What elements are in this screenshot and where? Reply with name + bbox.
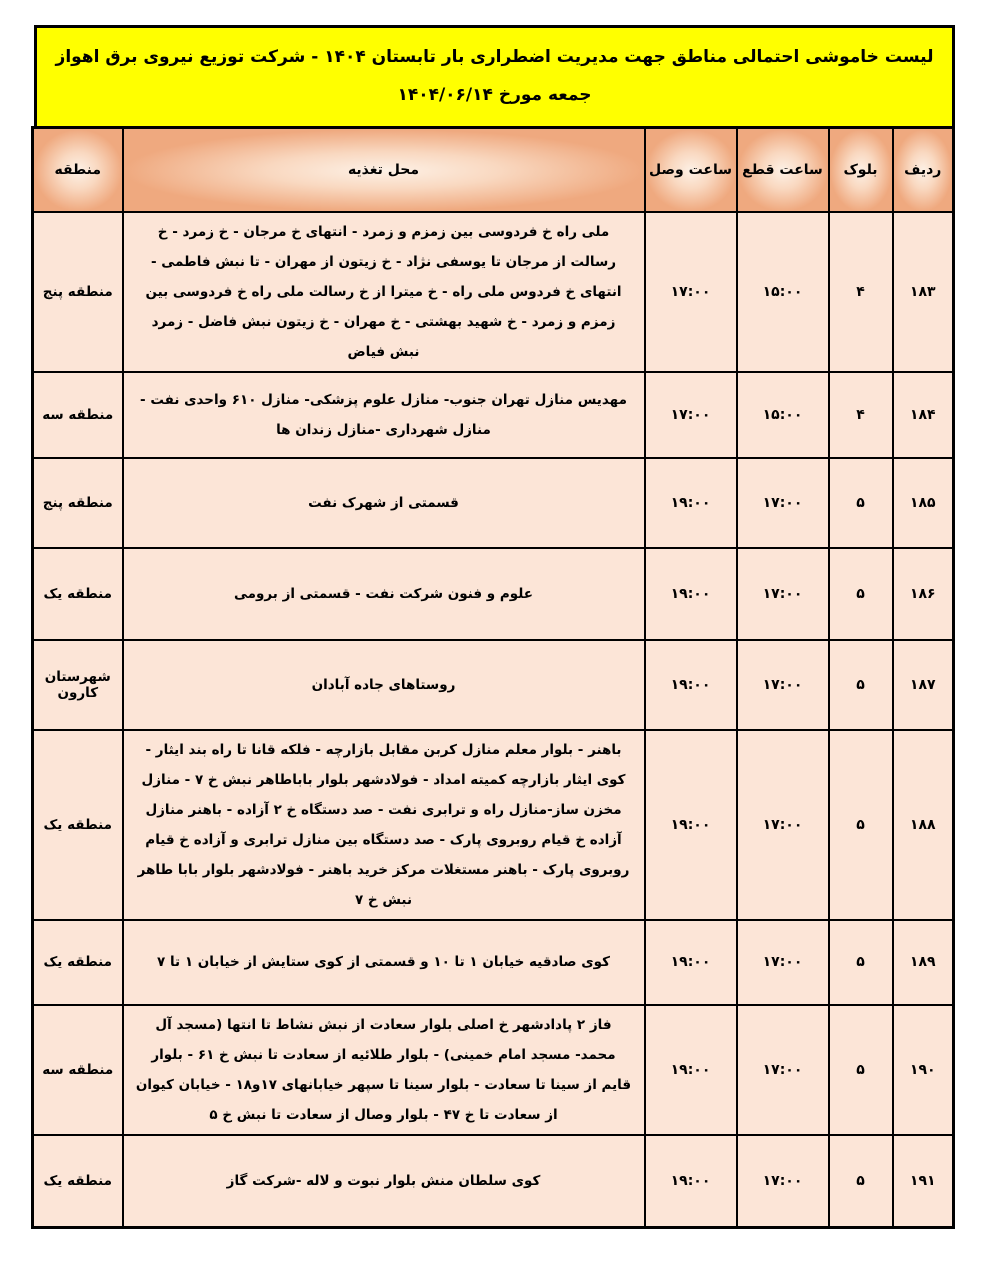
col-header-block: بلوک (829, 128, 893, 212)
cell-radif: ۱۸۳ (893, 212, 954, 372)
cell-radif: ۱۹۰ (893, 1005, 954, 1135)
cell-cut: ۱۷:۰۰ (737, 920, 829, 1005)
cell-block: ۴ (829, 212, 893, 372)
cell-cut: ۱۷:۰۰ (737, 548, 829, 640)
col-header-region: منطقه (33, 128, 123, 212)
cell-block: ۵ (829, 458, 893, 548)
cell-block: ۵ (829, 1005, 893, 1135)
cell-region: منطقه یک (33, 920, 123, 1005)
table-row (33, 548, 954, 640)
cell-location: کوی صادقیه خیابان ۱ تا ۱۰ و قسمتی از کوی ستایش از خیابان ۱ تا ۷ (123, 920, 645, 1005)
cell-location: ملی راه خ فردوسی بین زمزم و زمرد - انتهای خ مرجان - خ زمرد - خ رسالت از مرجان تا یوسفی نژاد - خ زیتون از مهران - تا نبش فاطمی - انتهای خ فردوس ملی راه - خ میترا از خ رسالت ملی راه خ فردوسی بین زمزم و زمرد - خ شهید بهشتی - خ مهران - خ زیتون نبش فاضل - زمرد نبش فیاض (123, 212, 645, 372)
cell-region: منطقه یک (33, 730, 123, 920)
col-header-reconnect: ساعت وصل (645, 128, 737, 212)
cell-block: ۵ (829, 1135, 893, 1228)
cell-location: باهنر - بلوار معلم منازل کربن مقابل بازارچه - فلکه قانا تا راه بند ایثار - کوی ایثار بازارچه کمیته امداد - فولادشهر بلوار باباطاهر نبش خ ۷ - منازل مخزن ساز-منازل راه و ترابری نفت - صد دستگاه خ ۲ آزاده - باهنر منازل آزاده خ قیام روبروی پارک - صد دستگاه بین منازل ترابری و آزاده خ قیام روبروی پارک - باهنر مستغلات مرکز خرید باهنر - فولادشهر بلوار بابا طاهر نبش خ ۷ (123, 730, 645, 920)
cell-location: قسمتی از شهرک نفت (123, 458, 645, 548)
cell-cut: ۱۷:۰۰ (737, 458, 829, 548)
cell-block: ۵ (829, 640, 893, 730)
cell-block: ۵ (829, 920, 893, 1005)
cell-radif: ۱۸۶ (893, 548, 954, 640)
cell-reconnect: ۱۹:۰۰ (645, 730, 737, 920)
cell-reconnect: ۱۷:۰۰ (645, 212, 737, 372)
cell-reconnect: ۱۹:۰۰ (645, 1135, 737, 1228)
cell-cut: ۱۵:۰۰ (737, 372, 829, 458)
table-row (33, 920, 954, 1005)
cell-radif: ۱۸۸ (893, 730, 954, 920)
header-row (33, 128, 954, 212)
cell-cut: ۱۷:۰۰ (737, 640, 829, 730)
cell-location: روستاهای جاده آبادان (123, 640, 645, 730)
cell-block: ۵ (829, 730, 893, 920)
cell-region: شهرستان کارون (33, 640, 123, 730)
cell-location: مهدیس منازل تهران جنوب- منازل علوم پزشکی- منازل ۶۱۰ واحدی نفت - منازل شهرداری -منازل زندان ها (123, 372, 645, 458)
cell-radif: ۱۹۱ (893, 1135, 954, 1228)
cell-location: کوی سلطان منش بلوار نبوت و لاله -شرکت گاز (123, 1135, 645, 1228)
document-sheet (34, 25, 955, 1229)
cell-reconnect: ۱۹:۰۰ (645, 640, 737, 730)
col-header-location: محل تغذیه (123, 128, 645, 212)
col-header-cut: ساعت قطع (737, 128, 829, 212)
col-header-radif: ردیف (893, 128, 954, 212)
cell-region: منطقه پنج (33, 212, 123, 372)
cell-region: منطقه سه (33, 1005, 123, 1135)
table-row (33, 212, 954, 372)
cell-block: ۴ (829, 372, 893, 458)
cell-cut: ۱۷:۰۰ (737, 1135, 829, 1228)
cell-radif: ۱۸۷ (893, 640, 954, 730)
outage-schedule-table (31, 126, 955, 1229)
cell-region: منطقه یک (33, 1135, 123, 1228)
cell-radif: ۱۸۵ (893, 458, 954, 548)
table-row (33, 372, 954, 458)
cell-location: فاز ۲ پادادشهر خ اصلی بلوار سعادت از نبش نشاط تا انتها (مسجد آل محمد- مسجد امام خمینی) - بلوار طلائیه از سعادت تا نبش خ ۶۱ - بلوار قایم از سینا تا سعادت - بلوار سینا تا سپهر خیابانهای ۱۷و۱۸ - خیابان کیوان از سعادت تا خ ۴۷ - بلوار وصال از سعادت تا نبش خ ۵ (123, 1005, 645, 1135)
table-row (33, 730, 954, 920)
document-date: جمعه مورخ ۱۴۰۴/۰۶/۱۴ (397, 85, 592, 105)
cell-reconnect: ۱۷:۰۰ (645, 372, 737, 458)
cell-reconnect: ۱۹:۰۰ (645, 1005, 737, 1135)
table-row (33, 1135, 954, 1228)
cell-radif: ۱۸۴ (893, 372, 954, 458)
cell-region: منطقه پنج (33, 458, 123, 548)
cell-cut: ۱۷:۰۰ (737, 730, 829, 920)
title-banner (34, 25, 955, 126)
cell-region: منطقه یک (33, 548, 123, 640)
cell-reconnect: ۱۹:۰۰ (645, 548, 737, 640)
cell-cut: ۱۷:۰۰ (737, 1005, 829, 1135)
cell-reconnect: ۱۹:۰۰ (645, 920, 737, 1005)
cell-cut: ۱۵:۰۰ (737, 212, 829, 372)
cell-region: منطقه سه (33, 372, 123, 458)
table-row (33, 458, 954, 548)
document-title: لیست خاموشی احتمالی مناطق جهت مدیریت اضطراری بار تابستان ۱۴۰۴ - شرکت توزیع نیروی برق اهواز (55, 47, 934, 67)
table-row (33, 640, 954, 730)
cell-block: ۵ (829, 548, 893, 640)
cell-reconnect: ۱۹:۰۰ (645, 458, 737, 548)
cell-location: علوم و فنون شرکت نفت - قسمتی از برومی (123, 548, 645, 640)
table-row (33, 1005, 954, 1135)
cell-radif: ۱۸۹ (893, 920, 954, 1005)
